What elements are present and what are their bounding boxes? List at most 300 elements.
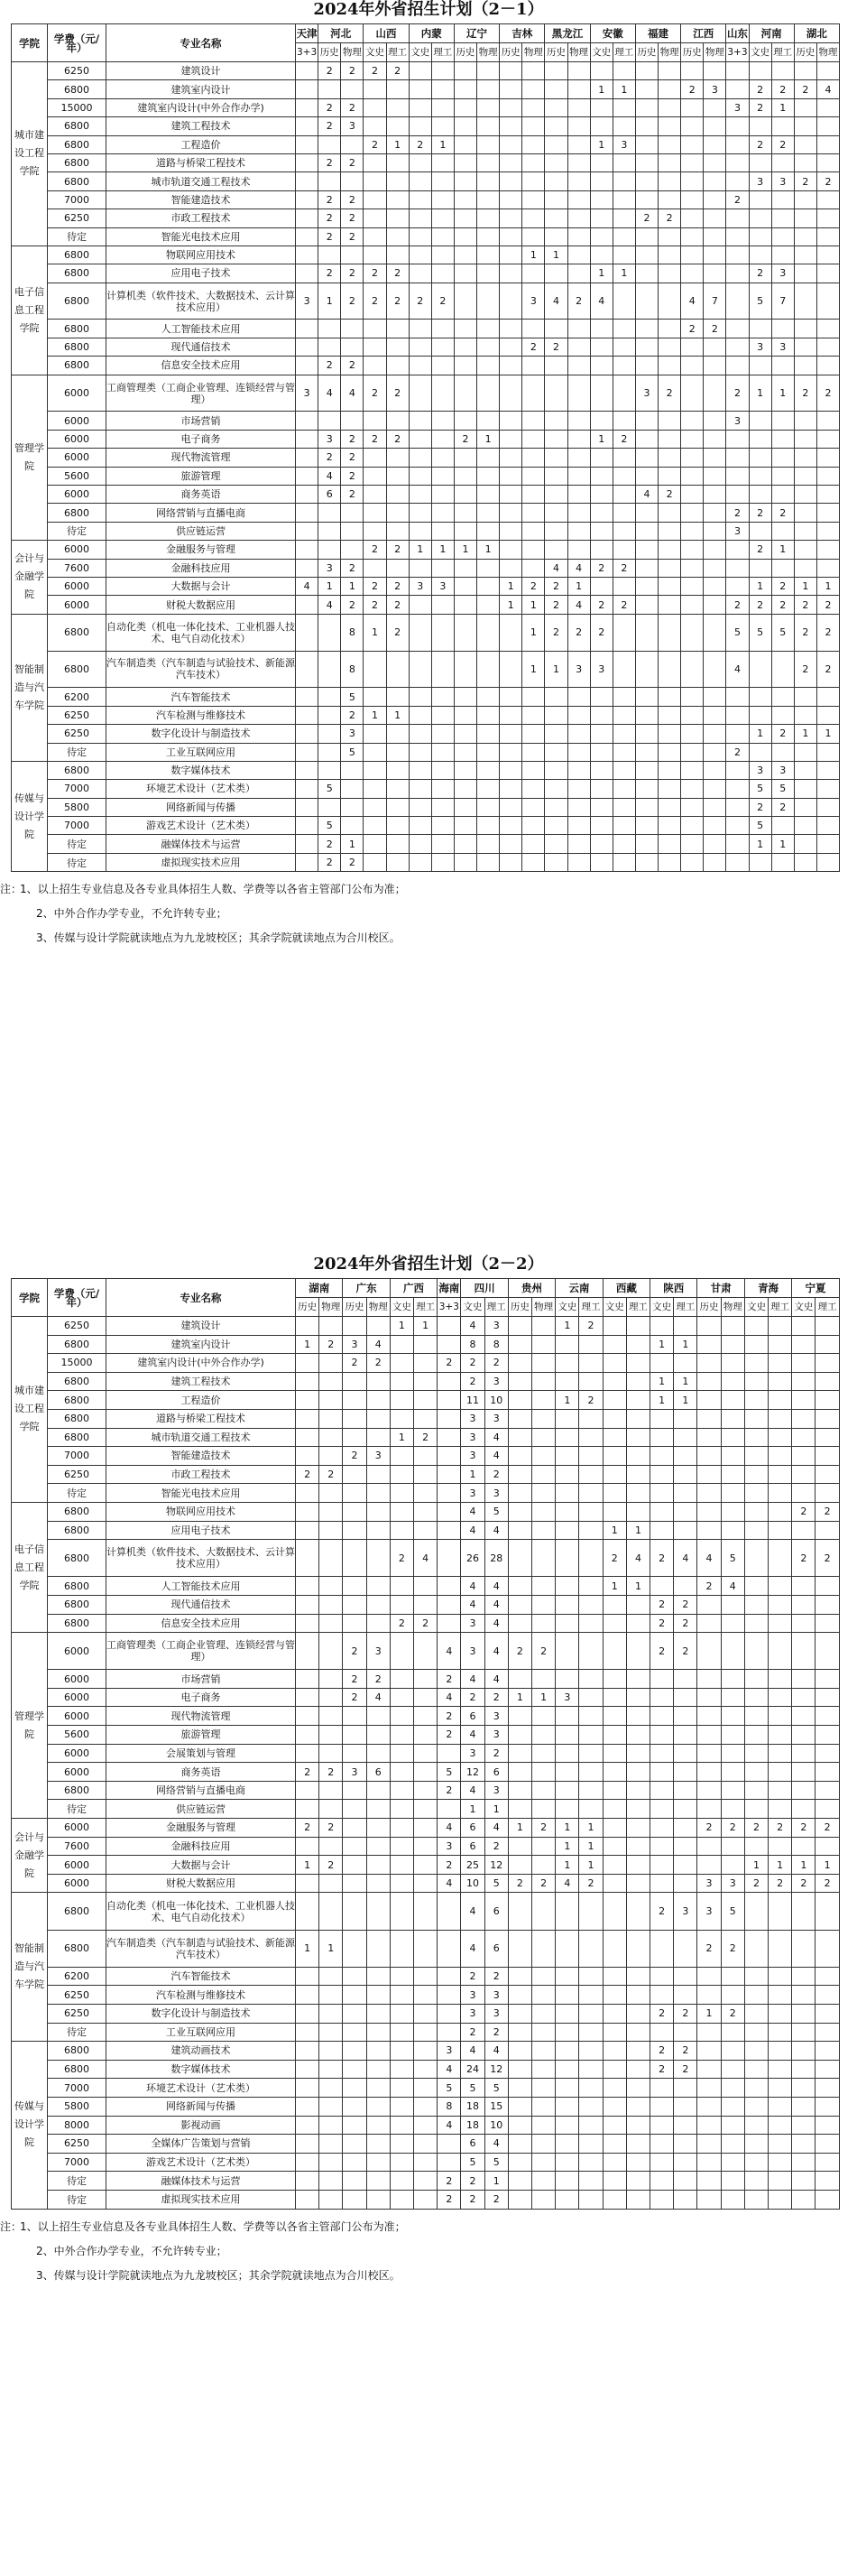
quota-cell [545, 62, 567, 80]
quota-cell [390, 1502, 413, 1521]
table-row [12, 780, 840, 798]
quota-cell [409, 153, 431, 171]
quota-cell [296, 1670, 319, 1689]
quota-cell [567, 172, 590, 190]
quota-cell: 4 [816, 80, 839, 98]
quota-cell [532, 1856, 556, 1875]
quota-cell [296, 798, 318, 816]
quota-cell [674, 1986, 697, 2005]
quota-cell [296, 2060, 319, 2079]
quota-cell [744, 1893, 768, 1930]
quota-cell [650, 1986, 674, 2005]
quota-cell [556, 1614, 579, 1633]
quota-cell [319, 1484, 343, 1503]
quota-cell [816, 780, 839, 798]
quota-cell [794, 153, 816, 171]
quota-cell [500, 817, 522, 835]
quota-cell [343, 2079, 366, 2098]
quota-cell [414, 1633, 438, 1670]
quota-cell [816, 559, 839, 577]
table-row [12, 1781, 840, 1800]
quota-cell [659, 780, 681, 798]
quota-cell [613, 743, 635, 761]
quota-cell [659, 117, 681, 135]
quota-cell: 3 [461, 1484, 484, 1503]
quota-cell: 2 [386, 264, 409, 283]
quota-cell [635, 80, 658, 98]
quota-cell [364, 780, 386, 798]
quota-cell: 4 [438, 1688, 461, 1707]
tuition-fee: 6800 [48, 264, 106, 283]
quota-cell: 1 [749, 375, 771, 412]
tuition-fee: 6000 [48, 596, 106, 614]
table-row [12, 1447, 840, 1466]
quota-cell [681, 209, 704, 227]
header-province: 天津 [296, 24, 318, 43]
table-row [12, 2135, 840, 2154]
quota-cell: 2 [364, 577, 386, 595]
quota-cell: 10 [484, 2116, 508, 2135]
quota-cell [414, 1781, 438, 1800]
quota-cell [454, 338, 476, 356]
quota-cell: 4 [545, 283, 567, 320]
quota-cell [366, 1707, 390, 1726]
quota-cell [532, 1484, 556, 1503]
quota-cell [749, 706, 771, 724]
quota-cell [726, 338, 749, 356]
quota-cell [659, 835, 681, 853]
quota-cell [556, 1893, 579, 1930]
quota-cell [556, 2153, 579, 2172]
tuition-fee: 6000 [48, 541, 106, 559]
quota-cell: 3 [484, 1484, 508, 1503]
table-row [12, 2042, 840, 2061]
quota-cell [296, 614, 318, 651]
quota-cell [769, 1502, 792, 1521]
quota-cell: 5 [749, 817, 771, 835]
quota-cell [366, 2042, 390, 2061]
quota-cell [431, 853, 454, 871]
quota-cell [296, 172, 318, 190]
quota-cell [704, 688, 726, 706]
quota-cell [296, 209, 318, 227]
major-name: 建筑室内设计 [106, 80, 296, 98]
quota-cell [613, 651, 635, 688]
quota-cell: 2 [461, 2190, 484, 2209]
sheet-title: 2024年外省招生计划（2－1） [313, 0, 544, 19]
quota-cell [579, 1967, 603, 1986]
quota-cell [409, 80, 431, 98]
quota-cell [816, 1428, 839, 1447]
tuition-fee: 6800 [48, 1614, 106, 1633]
quota-cell [343, 1502, 366, 1521]
quota-cell [454, 117, 476, 135]
quota-cell: 2 [438, 1354, 461, 1373]
tuition-fee: 7000 [48, 780, 106, 798]
quota-cell: 4 [438, 1633, 461, 1670]
quota-cell [659, 614, 681, 651]
quota-cell [704, 725, 726, 743]
quota-cell [590, 541, 613, 559]
quota-cell [650, 1670, 674, 1689]
quota-cell: 5 [749, 283, 771, 320]
quota-cell [386, 651, 409, 688]
quota-cell [590, 117, 613, 135]
quota-cell [726, 541, 749, 559]
quota-cell [749, 117, 771, 135]
quota-cell [366, 1577, 390, 1596]
quota-cell [794, 761, 816, 779]
quota-cell [431, 688, 454, 706]
quota-cell [816, 1670, 839, 1689]
quota-cell [816, 1317, 839, 1336]
quota-cell [409, 117, 431, 135]
quota-cell: 2 [749, 541, 771, 559]
quota-cell: 1 [626, 1577, 650, 1596]
quota-cell [626, 2190, 650, 2209]
note-text: 2、中外合作办学专业，不允许转专业； [36, 2244, 227, 2257]
quota-cell [567, 264, 590, 283]
quota-cell [318, 651, 341, 688]
quota-cell [522, 375, 545, 412]
quota-cell [697, 2023, 721, 2042]
quota-cell [414, 1986, 438, 2005]
quota-cell: 2 [366, 1670, 390, 1689]
quota-cell: 2 [364, 596, 386, 614]
quota-cell [343, 2172, 366, 2191]
quota-cell [744, 2097, 768, 2116]
table-row [12, 541, 840, 559]
quota-cell [508, 1577, 531, 1596]
note-text: 3、传媒与设计学院就读地点为九龙坡校区；其余学院就读地点为合川校区。 [36, 2268, 401, 2282]
quota-cell: 1 [461, 1800, 484, 1819]
quota-cell [364, 357, 386, 375]
quota-cell: 4 [567, 559, 590, 577]
quota-cell [590, 375, 613, 412]
quota-cell [522, 209, 545, 227]
quota-cell [556, 1781, 579, 1800]
quota-cell: 1 [500, 596, 522, 614]
quota-cell [318, 761, 341, 779]
quota-cell [431, 62, 454, 80]
quota-cell [626, 1837, 650, 1856]
table-row [12, 449, 840, 467]
quota-cell [650, 1837, 674, 1856]
quota-cell [386, 504, 409, 522]
quota-cell: 2 [438, 1670, 461, 1689]
quota-cell [659, 761, 681, 779]
quota-cell: 3 [461, 1614, 484, 1633]
quota-cell [626, 1744, 650, 1763]
header-subject: 理工 [626, 1298, 650, 1317]
tuition-fee: 待定 [48, 2023, 106, 2042]
quota-cell [726, 577, 749, 595]
quota-cell [454, 743, 476, 761]
quota-cell: 2 [364, 541, 386, 559]
quota-cell [500, 153, 522, 171]
table-row [12, 835, 840, 853]
quota-cell [296, 2153, 319, 2172]
table-row [12, 761, 840, 779]
quota-cell: 4 [461, 1893, 484, 1930]
quota-cell: 4 [414, 1540, 438, 1577]
quota-cell [438, 1391, 461, 1410]
quota-cell [477, 577, 500, 595]
quota-cell: 2 [704, 320, 726, 338]
quota-cell [626, 1409, 650, 1428]
quota-cell: 4 [461, 1521, 484, 1540]
quota-cell: 4 [461, 1577, 484, 1596]
quota-cell [438, 1317, 461, 1336]
quota-cell [545, 504, 567, 522]
quota-cell: 2 [749, 504, 771, 522]
quota-cell [650, 1428, 674, 1447]
quota-cell [508, 2190, 531, 2209]
quota-cell: 8 [461, 1335, 484, 1354]
quota-cell [579, 1893, 603, 1930]
quota-cell [567, 541, 590, 559]
quota-cell [681, 246, 704, 264]
quota-cell [567, 117, 590, 135]
quota-cell [390, 1577, 413, 1596]
major-name: 工程造价 [106, 1391, 296, 1410]
quota-cell: 5 [484, 1502, 508, 1521]
quota-cell [816, 1986, 839, 2005]
quota-cell: 2 [532, 1633, 556, 1670]
quota-cell [296, 190, 318, 208]
quota-cell [386, 209, 409, 227]
quota-cell [674, 1930, 697, 1967]
table-row [12, 577, 840, 595]
quota-cell [454, 577, 476, 595]
quota-cell [721, 2190, 744, 2209]
quota-cell [296, 80, 318, 98]
quota-cell: 2 [726, 504, 749, 522]
quota-cell [431, 651, 454, 688]
quota-cell [454, 375, 476, 412]
quota-cell [500, 227, 522, 246]
quota-cell [771, 153, 794, 171]
quota-cell [409, 706, 431, 724]
quota-cell: 3 [771, 264, 794, 283]
header-province: 甘肃 [697, 1279, 744, 1298]
quota-cell [343, 1540, 366, 1577]
quota-cell: 2 [341, 596, 364, 614]
quota-cell: 2 [816, 1502, 839, 1521]
quota-cell [532, 1707, 556, 1726]
tuition-fee: 6250 [48, 1317, 106, 1336]
quota-cell [556, 2023, 579, 2042]
quota-cell: 2 [508, 1633, 531, 1670]
major-name: 建筑室内设计(中外合作办学) [106, 1354, 296, 1373]
quota-cell [650, 1781, 674, 1800]
quota-cell [522, 449, 545, 467]
quota-cell [744, 2190, 768, 2209]
quota-cell: 2 [771, 798, 794, 816]
quota-cell [341, 80, 364, 98]
quota-cell [409, 780, 431, 798]
quota-cell: 2 [545, 596, 567, 614]
quota-cell [579, 1633, 603, 1670]
quota-cell [744, 1688, 768, 1707]
quota-cell [341, 541, 364, 559]
quota-cell [567, 430, 590, 448]
quota-cell [522, 430, 545, 448]
quota-cell [626, 1391, 650, 1410]
quota-cell [364, 798, 386, 816]
quota-cell [704, 467, 726, 485]
table-row [12, 614, 840, 651]
quota-cell [532, 1670, 556, 1689]
quota-cell [579, 2116, 603, 2135]
header-subject: 历史 [794, 43, 816, 62]
quota-cell [386, 190, 409, 208]
tuition-fee: 待定 [48, 2190, 106, 2209]
quota-cell [816, 1930, 839, 1967]
table-row [12, 1930, 840, 1967]
quota-cell [794, 743, 816, 761]
quota-cell [590, 743, 613, 761]
quota-cell [545, 725, 567, 743]
header-subject: 文史 [749, 43, 771, 62]
quota-cell [674, 2079, 697, 2098]
quota-cell: 2 [341, 430, 364, 448]
quota-cell [545, 172, 567, 190]
quota-cell [816, 1447, 839, 1466]
quota-cell [343, 2023, 366, 2042]
quota-cell [500, 835, 522, 853]
quota-cell [431, 504, 454, 522]
quota-cell [603, 1372, 626, 1391]
quota-cell [794, 817, 816, 835]
quota-cell: 2 [726, 375, 749, 412]
header-subject: 理工 [769, 1298, 792, 1317]
quota-cell [318, 706, 341, 724]
quota-cell: 12 [484, 1856, 508, 1875]
quota-cell [749, 62, 771, 80]
quota-cell [794, 283, 816, 320]
quota-cell [792, 2135, 816, 2154]
quota-cell [477, 190, 500, 208]
quota-cell [556, 1484, 579, 1503]
quota-cell [508, 1335, 531, 1354]
quota-cell [650, 2190, 674, 2209]
quota-cell [674, 2135, 697, 2154]
quota-cell [500, 98, 522, 116]
quota-cell: 4 [461, 1930, 484, 1967]
quota-cell [769, 1484, 792, 1503]
quota-cell [697, 1781, 721, 1800]
quota-cell [721, 2079, 744, 2098]
quota-cell [477, 153, 500, 171]
quota-cell [681, 853, 704, 871]
quota-cell [438, 1335, 461, 1354]
tuition-fee: 6000 [48, 1874, 106, 1893]
quota-cell: 2 [318, 117, 341, 135]
table-row [12, 2116, 840, 2135]
quota-cell [296, 1837, 319, 1856]
quota-cell [794, 357, 816, 375]
quota-cell: 1 [556, 1819, 579, 1838]
quota-cell [590, 190, 613, 208]
quota-cell [390, 2135, 413, 2154]
quota-cell [431, 780, 454, 798]
quota-cell: 1 [749, 725, 771, 743]
quota-cell [603, 2079, 626, 2098]
table-row [12, 62, 840, 80]
quota-cell [409, 798, 431, 816]
tuition-fee: 6250 [48, 706, 106, 724]
quota-cell [579, 1688, 603, 1707]
quota-cell [771, 117, 794, 135]
quota-cell: 3 [484, 1409, 508, 1428]
quota-cell [556, 2135, 579, 2154]
quota-cell [508, 1800, 531, 1819]
major-name: 现代通信技术 [106, 1595, 296, 1614]
quota-cell [390, 2116, 413, 2135]
header-subject: 物理 [704, 43, 726, 62]
quota-cell [613, 706, 635, 724]
quota-cell [409, 853, 431, 871]
quota-cell [650, 1317, 674, 1336]
quota-cell: 2 [343, 1633, 366, 1670]
quota-cell [556, 1763, 579, 1782]
quota-cell [816, 246, 839, 264]
quota-cell [721, 1781, 744, 1800]
quota-cell [454, 467, 476, 485]
quota-cell [659, 412, 681, 430]
quota-cell: 4 [296, 577, 318, 595]
quota-cell [522, 357, 545, 375]
quota-cell: 2 [650, 2042, 674, 2061]
quota-cell [816, 522, 839, 540]
quota-cell [744, 1967, 768, 1986]
quota-cell [794, 209, 816, 227]
quota-cell [477, 449, 500, 467]
tuition-fee: 6800 [48, 320, 106, 338]
quota-cell [659, 577, 681, 595]
quota-cell [726, 264, 749, 283]
quota-cell [704, 780, 726, 798]
quota-cell [744, 1614, 768, 1633]
quota-cell [414, 1893, 438, 1930]
quota-cell [319, 1688, 343, 1707]
quota-cell [794, 541, 816, 559]
table-row [12, 1967, 840, 1986]
quota-cell [364, 227, 386, 246]
tuition-fee: 6250 [48, 209, 106, 227]
major-name: 建筑设计 [106, 62, 296, 80]
quota-cell [603, 1391, 626, 1410]
quota-cell: 1 [545, 651, 567, 688]
quota-cell [769, 1707, 792, 1726]
quota-cell [532, 2190, 556, 2209]
quota-cell: 3 [484, 2004, 508, 2023]
quota-cell [650, 2172, 674, 2191]
notes-label: 注： [0, 2219, 23, 2233]
quota-cell [613, 227, 635, 246]
quota-cell [414, 1372, 438, 1391]
quota-cell [579, 1800, 603, 1819]
major-name: 智能光电技术应用 [106, 227, 296, 246]
quota-cell [409, 835, 431, 853]
quota-cell [522, 725, 545, 743]
quota-cell [296, 135, 318, 153]
quota-cell [522, 541, 545, 559]
quota-cell [650, 1819, 674, 1838]
quota-cell: 2 [650, 1540, 674, 1577]
quota-cell [613, 853, 635, 871]
